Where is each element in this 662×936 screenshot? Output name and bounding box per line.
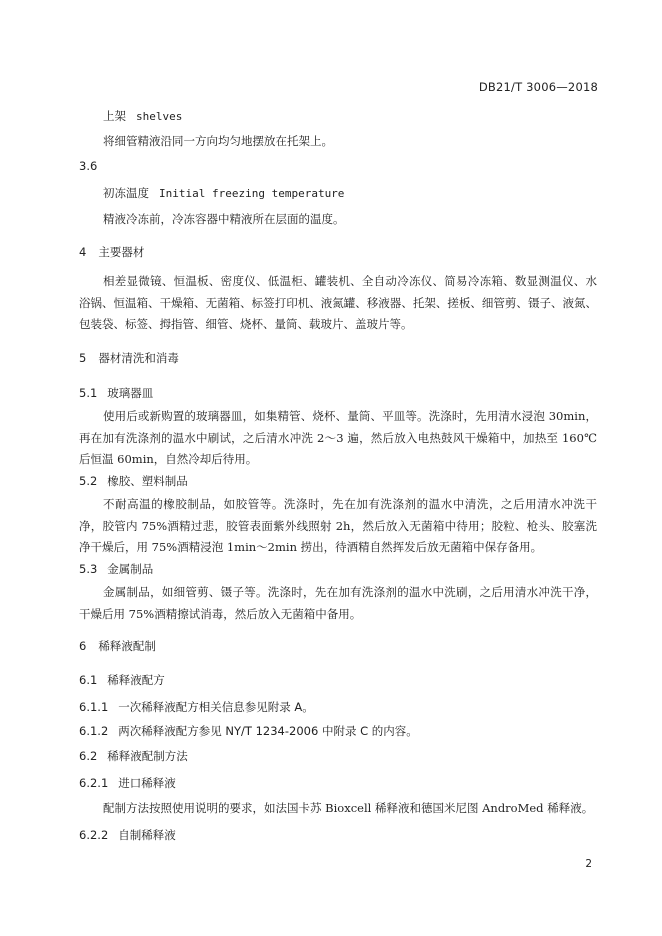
section-title: 稀释液配制 bbox=[98, 639, 156, 653]
section-number: 5.3 bbox=[79, 562, 98, 576]
section-number: 6.1.2 bbox=[79, 724, 109, 738]
section-number: 4 bbox=[79, 245, 87, 259]
subsection-heading bbox=[79, 561, 153, 577]
subsection-heading bbox=[79, 672, 165, 688]
section-body: 使用后或新购置的玻璃器皿，如集精管、烧杯、量筒、平皿等。洗涤时，先用清水浸泡 30min，再在加有洗涤剂的温水中刷试，之后清水冲洗 2～3 遍，然后放入电热鼓风干燥箱中，加热至 160℃后恒温 60min，自然冷却后待用。 bbox=[79, 409, 597, 466]
section-number: 5 bbox=[79, 351, 87, 365]
section-number: 6.1.1 bbox=[79, 700, 109, 714]
term-definition: 将细管精液沿同一方向均匀地摆放在托架上。 bbox=[103, 134, 333, 148]
term-cn: 上架 bbox=[103, 109, 126, 123]
subsection-heading bbox=[79, 699, 314, 715]
subsection-heading bbox=[79, 827, 176, 843]
page-number: 2 bbox=[585, 858, 592, 870]
term-initial-freezing-temperature bbox=[103, 185, 344, 201]
term-en: Initial freezing temperature bbox=[159, 187, 345, 200]
term-definition: 精液冷冻前，冷冻容器中精液所在层面的温度。 bbox=[103, 212, 345, 226]
section-title: 橡胶、塑料制品 bbox=[107, 474, 188, 488]
section-heading bbox=[79, 638, 156, 654]
term-en: shelves bbox=[136, 110, 183, 123]
section-number: 6.2.1 bbox=[79, 776, 109, 790]
section-title: 进口稀释液 bbox=[118, 776, 176, 790]
subsection-heading bbox=[79, 723, 418, 739]
section-number: 6.1 bbox=[79, 673, 98, 687]
section-number: 5.2 bbox=[79, 474, 98, 488]
subsection-heading bbox=[79, 385, 153, 401]
section-title: 稀释液配方 bbox=[107, 673, 165, 687]
section-body: 金属制品，如细管剪、镊子等。洗涤时，先在加有洗涤剂的温水中洗刷，之后用清水冲洗干净，干燥后用 75%酒精擦试消毒，然后放入无菌箱中备用。 bbox=[79, 585, 597, 621]
section-title: 玻璃器皿 bbox=[107, 386, 154, 400]
section-title: 自制稀释液 bbox=[118, 828, 176, 842]
section-body: 配制方法按照使用说明的要求，如法国卡苏 Bioxcell 稀释液和德国米尼图 AndroMed 稀释液。 bbox=[103, 801, 594, 815]
section-number: 3.6 bbox=[79, 159, 98, 173]
section-heading bbox=[79, 350, 179, 366]
section-number: 6.2.2 bbox=[79, 828, 109, 842]
section-title: 金属制品 bbox=[107, 562, 154, 576]
section-body: 不耐高温的橡胶制品，如胶管等。洗涤时，先在加有洗涤剂的温水中清洗，之后用清水冲洗干净，胶管内 75%酒精过悲，胶管表面紫外线照射 2h，然后放入无菌箱中待用；胶粒、枪头、胶塞洗净干燥后，用 75%酒精浸泡 1min～2min 捞出，待酒精自然挥发后放无菌箱中保存备用。 bbox=[79, 497, 597, 554]
subsection-heading bbox=[79, 748, 188, 764]
section-title: 一次稀释液配方相关信息参见附录 A。 bbox=[118, 700, 314, 714]
section-heading bbox=[79, 244, 144, 260]
section-number: 5.1 bbox=[79, 386, 98, 400]
section-body: 相差显微镜、恒温板、密度仪、低温柜、罐装机、全自动冷冻仪、简易冷冻箱、数显测温仪、水浴锅、恒温箱、干燥箱、无菌箱、标签打印机、液氮罐、移液器、托架、搓板、细管剪、镊子、液氮、包装袋、标签、拇指管、细管、烧杯、量筒、载玻片、盖玻片等。 bbox=[79, 274, 597, 331]
section-title: 器材清洗和消毒 bbox=[98, 351, 179, 365]
section-number: 6.2 bbox=[79, 749, 98, 763]
subsection-heading bbox=[79, 473, 188, 489]
section-number: 6 bbox=[79, 639, 87, 653]
term-cn: 初冻温度 bbox=[103, 186, 149, 200]
term-shelves bbox=[103, 108, 182, 124]
subsection-heading bbox=[79, 775, 176, 791]
section-title: 主要器材 bbox=[98, 245, 145, 259]
document-id-header: DB21/T 3006—2018 bbox=[478, 80, 598, 94]
section-title: 稀释液配制方法 bbox=[107, 749, 188, 763]
section-title: 两次稀释液配方参见 NY/T 1234-2006 中附录 C 的内容。 bbox=[118, 724, 418, 738]
